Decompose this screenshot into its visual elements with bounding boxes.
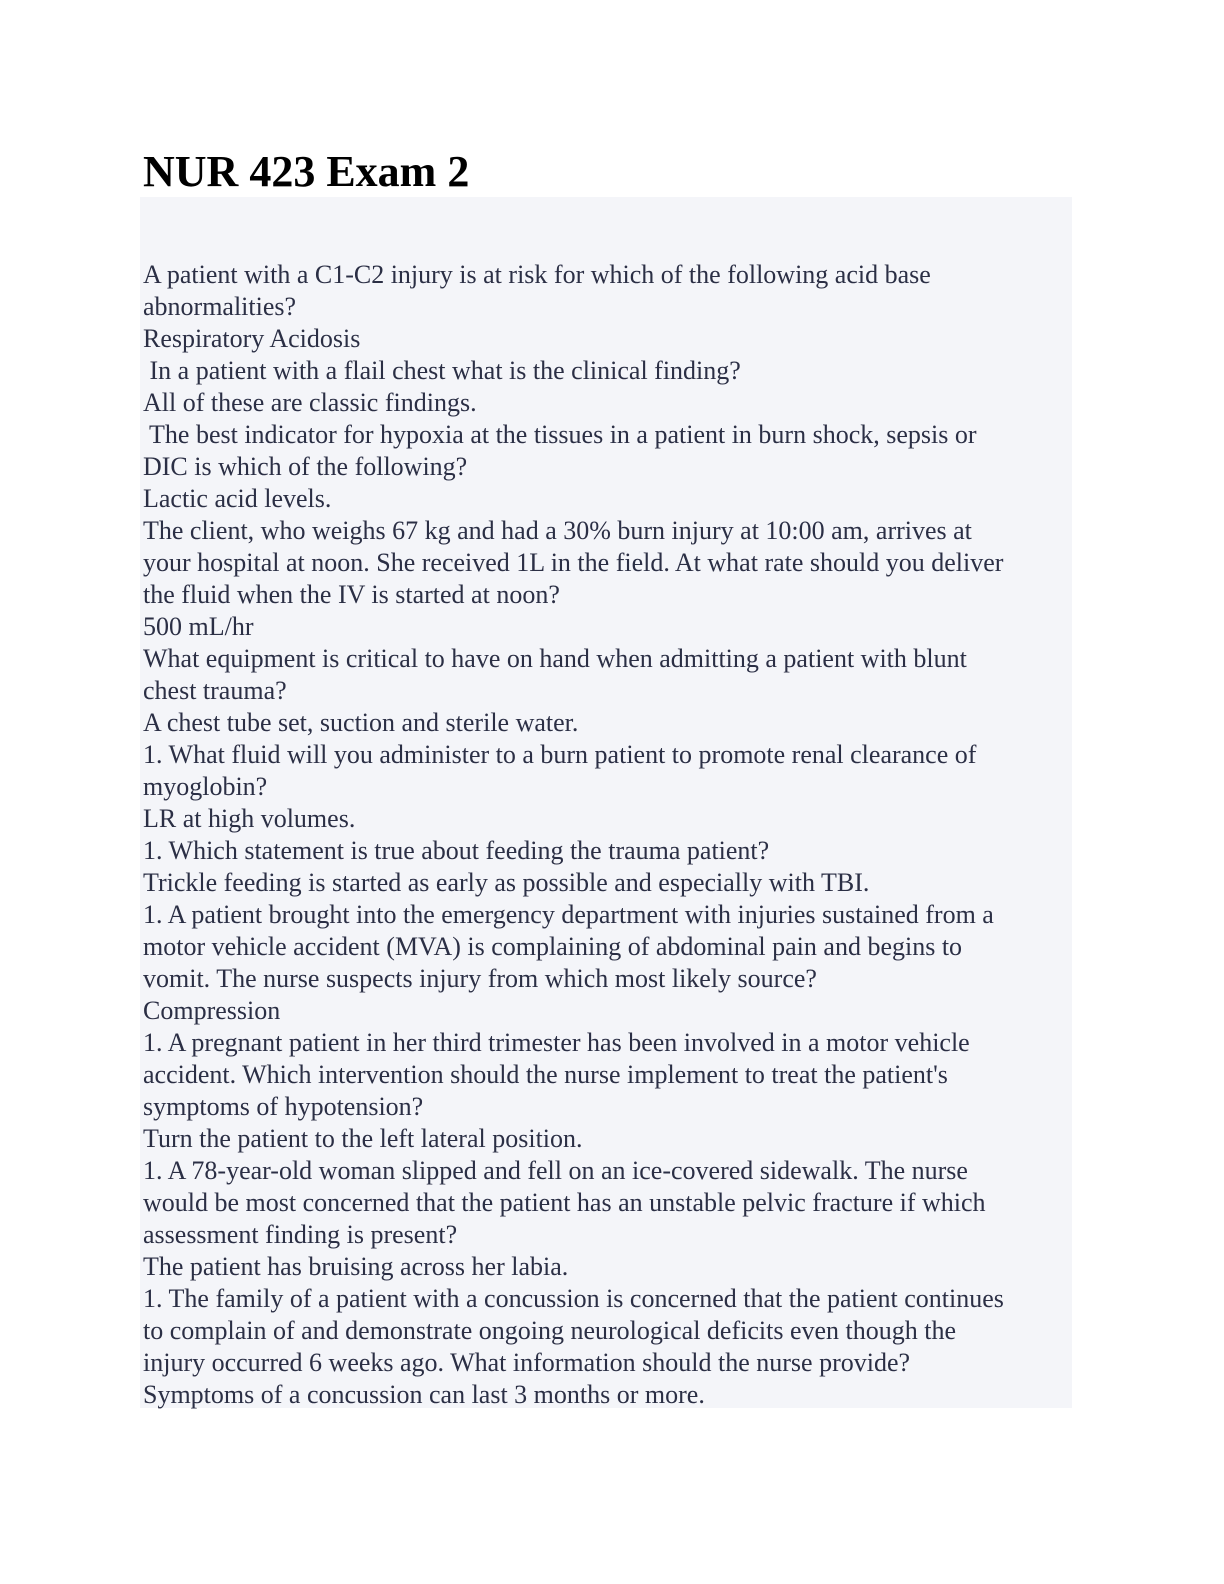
text-line: What equipment is critical to have on hand when admitting a patient with blunt: [143, 644, 967, 673]
text-line: Respiratory Acidosis: [143, 324, 361, 353]
text-line: motor vehicle accident (MVA) is complaining of abdominal pain and begins to: [143, 932, 963, 961]
text-line: abnormalities?: [143, 292, 297, 321]
text-line: vomit. The nurse suspects injury from which most likely source?: [143, 964, 817, 993]
text-line: LR at high volumes.: [143, 804, 356, 833]
text-line: accident. Which intervention should the nurse implement to treat the patient's: [143, 1060, 948, 1089]
text-line: Lactic acid levels.: [143, 484, 332, 513]
text-line: Trickle feeding is started as early as possible and especially with TBI.: [143, 868, 870, 897]
page-title: NUR 423 Exam 2: [143, 147, 470, 196]
text-line: A patient with a C1-C2 injury is at risk for which of the following acid base: [143, 260, 931, 289]
text-line: the fluid when the IV is started at noon?: [143, 580, 560, 609]
text-line: All of these are classic findings.: [143, 388, 477, 417]
text-line: would be most concerned that the patient has an unstable pelvic fracture if which: [143, 1188, 986, 1217]
text-line: symptoms of hypotension?: [143, 1092, 424, 1121]
text-line: 1. A pregnant patient in her third trimester has been involved in a motor vehicle: [143, 1028, 970, 1057]
text-line: assessment finding is present?: [143, 1220, 458, 1249]
text-line: your hospital at noon. She received 1L in the field. At what rate should you deliver: [143, 548, 1004, 577]
text-line: 500 mL/hr: [143, 612, 254, 641]
text-line: chest trauma?: [143, 676, 287, 705]
text-line: Turn the patient to the left lateral position.: [143, 1124, 583, 1153]
text-line: DIC is which of the following?: [143, 452, 468, 481]
text-line: to complain of and demonstrate ongoing neurological deficits even though the: [143, 1316, 957, 1345]
content-box: [140, 197, 1072, 1408]
text-line: A chest tube set, suction and sterile water.: [143, 708, 579, 737]
text-line: 1. The family of a patient with a concussion is concerned that the patient continues: [143, 1284, 1004, 1313]
text-line: The patient has bruising across her labia.: [143, 1252, 569, 1281]
text-line: 1. A 78-year-old woman slipped and fell on an ice-covered sidewalk. The nurse: [143, 1156, 968, 1185]
text-line: injury occurred 6 weeks ago. What information should the nurse provide?: [143, 1348, 911, 1377]
content-text: [143, 259, 1071, 1411]
text-line: Compression: [143, 996, 281, 1025]
text-line: 1. Which statement is true about feeding the trauma patient?: [143, 836, 770, 865]
text-line: The client, who weighs 67 kg and had a 30% burn injury at 10:00 am, arrives at: [143, 516, 972, 545]
text-line: Symptoms of a concussion can last 3 months or more.: [143, 1380, 705, 1409]
text-line: myoglobin?: [143, 772, 268, 801]
text-line: 1. A patient brought into the emergency department with injuries sustained from a: [143, 900, 994, 929]
text-line: The best indicator for hypoxia at the tissues in a patient in burn shock, sepsis or: [143, 420, 977, 449]
text-line: 1. What fluid will you administer to a burn patient to promote renal clearance of: [143, 740, 977, 769]
text-line: In a patient with a flail chest what is the clinical finding?: [143, 356, 741, 385]
